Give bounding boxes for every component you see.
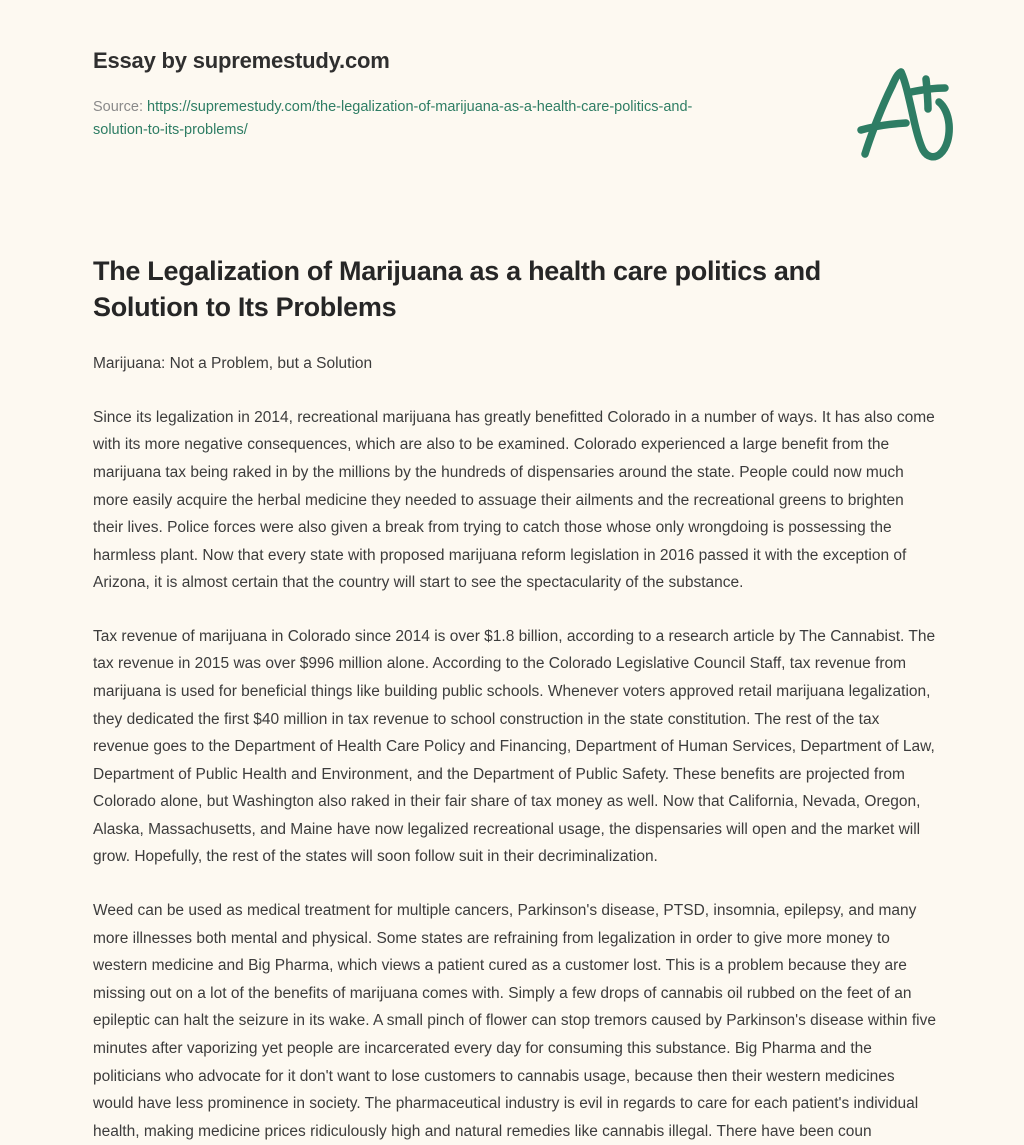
body-paragraph: Tax revenue of marijuana in Colorado since 2014 is over $1.8 billion, according to a research article by The Cannabist. The tax revenue in 2015 was over $996 million alone. According to the Colorado Legislative Council Staff, tax revenue from marijuana is used for beneficial things like building public schools. Whenever voters approved retail marijuana legalization, they dedicated the first $40 million in tax revenue to school construction in the state constitution. The rest of the tax revenue goes to the Department of Health Care Policy and Financing, Department of Human Services, Department of Law, Department of Public Health and Environment, and the Department of Public Safety. These benefits are projected from Colorado alone, but Washington also raked in their fair share of tax money as well. Now that California, Nevada, Oregon, Alaska, Massachusetts, and Maine have now legalized recreational usage, the dispensaries will open and the market will grow. Hopefully, the rest of the states will soon follow suit in their decriminalization. — [93, 627, 936, 866]
document-body — [93, 352, 938, 1145]
a-plus-logo-icon — [848, 58, 968, 166]
source-label: Source: — [93, 99, 143, 116]
document-subtitle: Marijuana: Not a Problem, but a Solution — [93, 355, 373, 372]
brand-attribution: Essay by supremestudy.com — [93, 48, 390, 73]
page-title: The Legalization of Marijuana as a health care politics and Solution to Its Problems — [93, 256, 821, 322]
body-paragraph: Weed can be used as medical treatment for multiple cancers, Parkinson's disease, PTSD, insomnia, epilepsy, and many more illnesses both mental and physical. Some states are refraining from legalization in order to give more money to western medicine and Big Pharma, which views a patient cured as a customer lost. This is a problem because they are missing out on a lot of the benefits of marijuana comes with. Simply a few drops of cannabis oil rubbed on the feet of an epileptic can halt the seizure in its wake. A small pinch of flower can stop tremors caused by Parkinson's disease within five minutes after vaporizing yet people are incarcerated every day for consuming this substance. Big Pharma and the politicians who advocate for it don't want to lose customers to cannabis usage, because then their western medicines would have less prominence in society. The pharmaceutical industry is evil in regards to care for each patient's individual health, making medicine prices ridiculously high and natural remedies like cannabis illegal. There have been coun — [93, 902, 936, 1140]
body-paragraph: Since its legalization in 2014, recreational marijuana has greatly benefitted Colorado in a number of ways. It has also come with its more negative consequences, which are also to be examined. Colorado experienced a large benefit from the marijuana tax being raked in by the millions by the hundreds of dispensaries around the state. People could now much more easily acquire the herbal medicine they needed to assuage their ailments and the recreational greens to brighten their lives. Police forces were also given a break from trying to catch those whose only wrongdoing is possessing the harmless plant. Now that every state with proposed marijuana reform legislation in 2016 passed it with the exception of Arizona, it is almost certain that the country will start to see the spectacularity of the substance. — [93, 408, 935, 592]
source-url-link[interactable]: https://supremestudy.com/the-legalization-of-marijuana-as-a-health-care-politics-and-solution-to-its-problems/ — [93, 99, 693, 138]
source-line — [93, 96, 703, 141]
document-header — [93, 48, 793, 141]
